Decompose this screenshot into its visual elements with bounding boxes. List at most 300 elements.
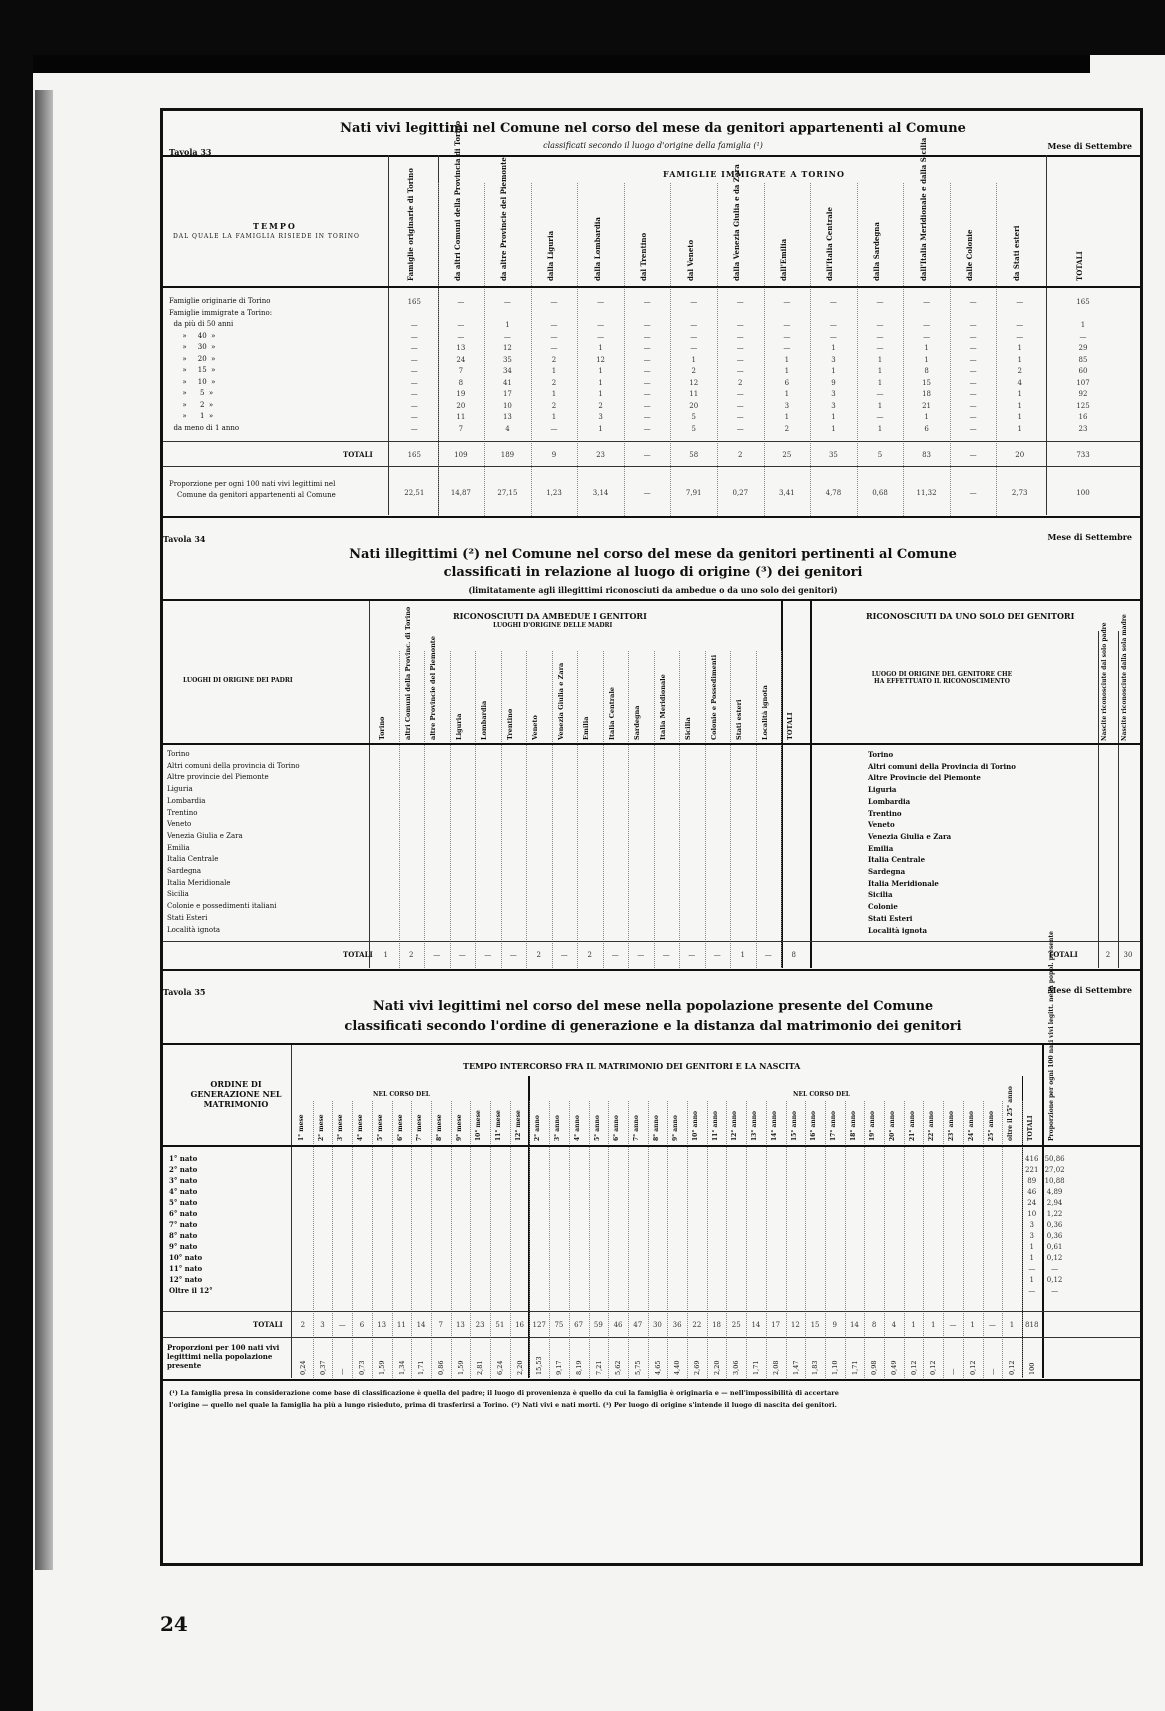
- t33-row-label: da più di 50 anni: [169, 320, 234, 328]
- t35-prop-cell: 6,24: [496, 1360, 504, 1375]
- t33-cell: 23: [1078, 424, 1088, 433]
- t33-col-header: Famiglie originarie di Torino: [406, 168, 416, 281]
- t33-subtitle: classificati secondo il luogo d'origine della famiglia (¹): [543, 141, 763, 150]
- t33-cell: 1: [877, 355, 883, 364]
- t35-totali-cell: 75: [554, 1321, 564, 1329]
- t34-col-header: Liguria: [454, 713, 463, 740]
- t34-totali-cell: —: [688, 951, 696, 959]
- t34-col-header: Stati esteri: [735, 699, 743, 740]
- t34-totali-cell: 2: [409, 951, 414, 959]
- t35-col-header: 7° mese: [416, 1114, 424, 1141]
- t33-cell: —: [550, 344, 558, 352]
- t34-padri-header: LUOGHI DI ORIGINE DEI PADRI: [183, 677, 293, 684]
- t35-row-label: 4° nato: [169, 1187, 198, 1196]
- page-number: 24: [160, 1612, 188, 1636]
- t35-row-label: 12° nato: [169, 1275, 203, 1284]
- t35-rule-head: [163, 1145, 1140, 1147]
- t33-cell: 2: [1017, 367, 1022, 375]
- t34-right-row-label: Italia Centrale: [868, 855, 926, 865]
- t34-right-row-label: Altri comuni della Provincia di Torino: [868, 761, 1016, 771]
- t35-prop-cell: —: [988, 1368, 997, 1375]
- t33-prop-cell: 3,41: [779, 489, 795, 497]
- t33-cell: 2: [551, 378, 557, 387]
- t35-totali-col-cell: 416: [1025, 1155, 1039, 1163]
- t35-prop-cell: 2,20: [515, 1360, 524, 1375]
- t33-cell: 9: [831, 378, 836, 387]
- t33-col-header: dalla Liguria: [546, 230, 555, 281]
- t34-row-label: Venezia Giulia e Zara: [167, 831, 243, 840]
- t34-row-label: Colonie e possedimenti italiani: [167, 902, 277, 911]
- t33-cell: 1: [924, 413, 929, 421]
- t33-cell: —: [643, 413, 651, 421]
- t33-cell: 1: [598, 390, 603, 398]
- t35-nel-corso-1: NEL CORSO DEL: [373, 1091, 430, 1098]
- t35-prop-cell: 100: [1027, 1362, 1036, 1375]
- t35-prop-cell: 0,24: [299, 1360, 307, 1375]
- t35-col-header: 12° anno: [731, 1110, 739, 1141]
- t35-col-header: 6° anno: [613, 1115, 621, 1141]
- t35-prop-cell: 0,12: [929, 1360, 938, 1375]
- t33-row-label: » 20 »: [169, 354, 216, 363]
- t33-cell: 2: [551, 401, 557, 410]
- t34-col-header: altri Comuni della Provinc. di Torino: [403, 606, 412, 740]
- t35-col-header: 2° mese: [317, 1114, 325, 1141]
- t33-cell: 1: [784, 390, 790, 398]
- t33-totali-label: TOTALI: [343, 450, 373, 459]
- t35-totali-cell: 14: [416, 1321, 426, 1329]
- t33-prop-cell: 14,87: [450, 489, 471, 497]
- t33-row-label: » 1 »: [169, 412, 214, 420]
- t33-col-header: dalla Sardegna: [872, 222, 881, 281]
- t35-totali-cell: 47: [633, 1321, 643, 1329]
- t33-totali-cell: 58: [689, 451, 699, 459]
- t33-cell: 1: [831, 367, 836, 375]
- t33-cell: 1: [877, 378, 883, 387]
- t34-rule-bottom: [163, 969, 1140, 971]
- t34-row-label: Lombardia: [167, 796, 206, 805]
- t33-cell: —: [783, 332, 791, 341]
- t33-cell: —: [969, 321, 977, 329]
- t33-totali-cell: 35: [828, 451, 838, 459]
- t33-cell: —: [690, 332, 698, 341]
- t33-cell: 1: [1017, 355, 1022, 364]
- t35-col-header: 6° mese: [396, 1114, 404, 1141]
- footnote-1: (¹) La famiglia presa in considerazione come base di classificazione è quella del padre; il luogo di provenienza è quello da cui la famiglia è originaria e — nell'impossibilità di accertare: [169, 1389, 839, 1397]
- t33-totali-cell: 2: [738, 451, 743, 459]
- t34-col-header: Sicilia: [684, 717, 692, 740]
- t33-cell: —: [736, 321, 744, 329]
- t35-totali-cell: 17: [771, 1321, 781, 1329]
- t34-left-sub: LUOGHI D'ORIGINE DELLE MADRI: [493, 622, 613, 629]
- t33-cell: —: [969, 367, 977, 375]
- t33-row-label: da meno di 1 anno: [169, 423, 240, 432]
- t33-col-header: da altre Provincie del Piemonte: [499, 157, 509, 281]
- t34-right-row-label: Sicilia: [868, 890, 893, 900]
- t33-cell: 11: [689, 390, 699, 398]
- t34-totali-cell: —: [611, 951, 619, 959]
- t34-row-label: Emilia: [167, 843, 190, 852]
- t35-totali-cell: 7: [438, 1321, 443, 1329]
- t34-col-rule: [730, 651, 731, 968]
- t34-right-row-label: Venezia Giulia e Zara: [868, 831, 952, 841]
- t35-totali-cell: 1: [931, 1321, 936, 1329]
- t33-cell: —: [876, 413, 884, 421]
- t35-col-header: TOTALI: [1026, 1115, 1034, 1141]
- t34-col-rule: [628, 651, 629, 968]
- t33-cell: 1: [1017, 390, 1022, 398]
- t35-prop-cell: 1,71: [752, 1360, 761, 1375]
- t35-row-label: 3° nato: [169, 1176, 198, 1185]
- t33-divider: [388, 155, 389, 515]
- t34-col-header: Emilia: [582, 716, 590, 740]
- t33-cell: —: [969, 344, 977, 352]
- t33-cell: 16: [1078, 413, 1088, 421]
- t33-cell: —: [690, 344, 698, 352]
- t33-cell: 1: [924, 344, 929, 352]
- t33-cell: 165: [1076, 298, 1090, 306]
- t33-cell: 3: [831, 401, 836, 410]
- t35-totali-cell: 59: [593, 1321, 603, 1329]
- t35-prop-col-cell: 0,12: [1046, 1276, 1063, 1284]
- t34-right-row-label: Sardegna: [868, 867, 906, 876]
- t35-totali-cell: 14: [751, 1321, 761, 1329]
- t33-cell: 85: [1078, 355, 1088, 364]
- t35-prop-cell: 0,12: [909, 1360, 918, 1375]
- t34-col-header: Italia Meridionale: [658, 674, 667, 740]
- t33-cell: 5: [691, 413, 696, 421]
- t35-prop-cell: 1,83: [811, 1360, 820, 1375]
- t33-cell: 12: [502, 344, 512, 352]
- t35-col-header: 11° anno: [711, 1110, 719, 1141]
- t33-cell: 13: [502, 413, 512, 421]
- t33-cell: —: [736, 401, 744, 410]
- t33-cell: —: [969, 355, 977, 364]
- t33-col-header: da Stati esteri: [1011, 225, 1021, 281]
- t33-cell: 18: [922, 390, 932, 398]
- t33-prop-cell: 4,78: [825, 489, 842, 497]
- t33-prop-cell: 3,14: [592, 489, 609, 497]
- page-frame: [160, 108, 1143, 1566]
- t35-prop-cell: 0,49: [890, 1360, 898, 1375]
- t35-col-header: 19° anno: [869, 1110, 877, 1141]
- t33-row-label: » 5 »: [169, 389, 214, 397]
- t35-prop-cell: 2,69: [693, 1360, 701, 1375]
- t33-cell: —: [550, 332, 558, 341]
- t33-cell: —: [643, 378, 651, 387]
- t34-totali-cell: —: [509, 951, 517, 959]
- t35-col-header: 5° mese: [376, 1114, 384, 1141]
- t35-totali-cell: 1: [911, 1321, 916, 1329]
- t33-tempo-header: TEMPO: [253, 221, 297, 231]
- t35-col-header: 9° anno: [672, 1115, 680, 1141]
- t33-cell: —: [969, 413, 977, 421]
- t34-col-rule: [603, 651, 604, 968]
- t33-cell: —: [410, 332, 418, 341]
- t33-cell: 12: [689, 378, 699, 387]
- t34-right-col-header: Nascite riconosciute dal solo padre: [1101, 622, 1108, 741]
- t33-cell: 1: [1017, 413, 1022, 421]
- t35-row-label: Oltre il 12°: [169, 1286, 213, 1295]
- t35-prop-col-cell: 10,88: [1044, 1177, 1065, 1185]
- t35-totali-cell: 11: [396, 1321, 406, 1329]
- t33-cell: —: [876, 344, 884, 352]
- t34-right-row-label: Liguria: [868, 785, 897, 795]
- t34-col-header: Trentino: [505, 708, 514, 740]
- t33-cell: 29: [1078, 344, 1088, 352]
- t33-cell: 1: [1017, 344, 1022, 352]
- t34-col-header: Sardegna: [633, 705, 641, 740]
- t35-mese: Mese di Settembre: [1047, 985, 1132, 995]
- t34-right-totali-cell: 30: [1123, 951, 1133, 959]
- t35-totali-cell: 15: [810, 1321, 820, 1329]
- t33-col-header: da altri Comuni della Provincia di Torino: [452, 120, 462, 281]
- t33-cell: 4: [505, 424, 510, 433]
- t35-prop-cell: 1,47: [791, 1360, 800, 1375]
- t35-totali-cell: 30: [652, 1321, 662, 1329]
- t33-cell: —: [410, 355, 418, 364]
- t33-totali-cell: —: [969, 451, 977, 459]
- t34-totali-cell: —: [560, 951, 568, 959]
- t35-prop-label: Proporzioni per 100 nati vivi legittimi nella popolazione presente: [167, 1343, 280, 1370]
- t34-col-rule: [756, 651, 757, 968]
- t33-totali-cell: 23: [596, 451, 606, 459]
- t34-right-row-label: Italia Meridionale: [868, 878, 939, 888]
- t33-cell: 1: [691, 355, 696, 364]
- t34-col-header: Venezia Giulia e Zara: [556, 662, 565, 740]
- t35-prop-cell: 0,37: [318, 1360, 327, 1375]
- t35-totali-cell: 25: [731, 1321, 741, 1329]
- t35-col-header: 3° mese: [337, 1114, 345, 1141]
- t34-title2: classificati in relazione al luogo di origine (³) dei genitori: [443, 565, 863, 580]
- t34-col-rule: [679, 651, 680, 968]
- t34-row-label: Stati Esteri: [167, 913, 208, 922]
- t33-rule-head: [163, 286, 1140, 288]
- t33-cell: 5: [691, 424, 696, 433]
- t34-col-header: Torino: [378, 716, 386, 740]
- t34-totali-cell: —: [433, 951, 441, 959]
- t35-totali-cell: 13: [455, 1321, 465, 1329]
- t33-cell: —: [410, 378, 418, 387]
- t33-cell: 1: [831, 413, 836, 421]
- t35-prop-col-cell: 50,86: [1044, 1155, 1065, 1163]
- t35-prop-cell: 7,21: [594, 1360, 603, 1375]
- t35-totali-cell: 36: [672, 1321, 682, 1329]
- t35-prop-cell: 9,17: [555, 1360, 564, 1375]
- t35-totali-col-cell: 24: [1027, 1199, 1037, 1207]
- t33-cell: 1: [551, 390, 557, 398]
- t35-col-header: 7° anno: [632, 1115, 640, 1141]
- t33-cell: 92: [1078, 390, 1088, 398]
- t35-divider: [291, 1045, 292, 1378]
- t35-prop-cell: 2,81: [476, 1360, 485, 1375]
- t33-cell: 13: [456, 344, 466, 352]
- t33-cell: 4: [1017, 378, 1022, 387]
- t33-cell: —: [969, 424, 977, 433]
- t33-col-header: dalle Colonie: [965, 229, 975, 281]
- t34-right-row-label: Altre Provincie del Piemonte: [868, 773, 981, 783]
- t33-cell: —: [410, 367, 418, 375]
- t33-prop-cell: 27,15: [497, 489, 518, 497]
- t33-cell: 20: [689, 401, 699, 410]
- t35-row-label: 10° nato: [169, 1253, 203, 1262]
- t33-cell: 1: [877, 424, 883, 433]
- t33-cell: 3: [598, 413, 603, 421]
- t33-cell: —: [410, 413, 418, 421]
- t33-cell: 1: [877, 367, 883, 375]
- t34-totali-cell: —: [662, 951, 670, 959]
- t35-totali-cell: 818: [1025, 1321, 1039, 1329]
- t33-totali-cell: 165: [407, 451, 421, 459]
- t35-rule-bottom: [163, 1379, 1140, 1381]
- t35-totali-cell: 12: [790, 1321, 800, 1329]
- t35-row-label: 9° nato: [169, 1242, 198, 1251]
- t34-totali-cell: —: [637, 951, 645, 959]
- t33-cell: —: [969, 378, 977, 387]
- t33-cell: —: [410, 344, 418, 352]
- t35-prop-cell: 15,53: [535, 1356, 544, 1375]
- t35-prop-col-cell: 27,02: [1044, 1166, 1065, 1174]
- t35-col-header: 21° anno: [908, 1110, 916, 1141]
- t33-cell: 2: [598, 401, 603, 410]
- t34-right-luogo: LUOGO DI ORIGINE DEL GENITORE CHE HA EFFETTUATO IL RICONOSCIMENTO: [871, 671, 1013, 685]
- t33-tempo-sub: DAL QUALE LA FAMIGLIA RISIEDE IN TORINO: [173, 233, 360, 240]
- t34-mese: Mese di Settembre: [1047, 532, 1132, 542]
- t33-cell: 107: [1076, 378, 1090, 387]
- t33-cell: —: [550, 424, 558, 433]
- t35-prop-cell: 1,71: [850, 1360, 859, 1375]
- t34-title1: Nati illegittimi (²) nel Comune nel corso del mese da genitori pertinenti al Comune: [349, 547, 957, 562]
- t35-totali-cell: 1: [970, 1321, 975, 1329]
- t35-col-header: 10° mese: [475, 1110, 483, 1141]
- t33-cell: —: [410, 390, 418, 398]
- t33-cell: —: [829, 321, 837, 329]
- t33-group-header: FAMIGLIE IMMIGRATE A TORINO: [663, 169, 845, 179]
- t35-totali-cell: 13: [377, 1321, 387, 1329]
- t35-rule-top: [163, 1043, 1140, 1045]
- t33-cell: 41: [502, 378, 512, 387]
- t35-totali-col-cell: 46: [1027, 1188, 1037, 1196]
- t33-totali-cell: 189: [500, 451, 515, 459]
- t33-row-label: Famiglie immigrate a Torino:: [169, 308, 273, 317]
- t33-cell: 6: [784, 378, 790, 387]
- t33-cell: —: [736, 355, 744, 364]
- t34-row-label: Sardegna: [167, 867, 202, 875]
- t33-divider: [1046, 155, 1047, 515]
- t33-cell: 1: [1017, 424, 1022, 433]
- t33-prop-cell: 22,51: [404, 489, 425, 497]
- t33-row-label: » 15 »: [169, 366, 216, 374]
- t34-totali-label: TOTALI: [343, 950, 373, 959]
- t33-cell: —: [736, 298, 744, 306]
- t35-col-header: 1° mese: [298, 1114, 305, 1141]
- t33-totali-cell: 5: [877, 451, 883, 459]
- t33-col-header: dalla Lombardia: [592, 217, 602, 281]
- t33-cell: —: [597, 332, 605, 341]
- t33-cell: 15: [922, 378, 932, 387]
- t33-cell: —: [550, 298, 558, 306]
- t33-totali-cell: 109: [454, 451, 468, 459]
- t33-cell: 1: [784, 367, 790, 375]
- t35-prop-cell: —: [949, 1368, 958, 1375]
- t34-col-rule: [424, 651, 425, 968]
- t35-totali-col-cell: 10: [1027, 1210, 1037, 1218]
- t35-prop-cell: 0,73: [358, 1360, 367, 1375]
- t35-totali-cell: 3: [320, 1321, 325, 1329]
- t35-prop-cell: 1,10: [830, 1360, 839, 1375]
- t34-totali-cell: 1: [383, 951, 388, 959]
- t34-totali-cell: —: [484, 951, 492, 959]
- t35-prop-cell: 1,34: [397, 1360, 406, 1375]
- t35-totali-cell: —: [949, 1321, 957, 1329]
- t33-rule-bottom: [163, 516, 1140, 518]
- t33-col-header: dall'Italia Meridionale e dalla Sicilia: [918, 137, 928, 281]
- t34-col-rule: [475, 651, 476, 968]
- t35-prop-col-cell: —: [1051, 1265, 1059, 1273]
- t34-col-header: Italia Centrale: [607, 687, 616, 740]
- t33-prop-cell: 11,32: [916, 489, 937, 497]
- t34-col-header: Lombardia: [480, 700, 488, 740]
- t33-col-header: dal Trentino: [639, 232, 649, 281]
- t33-col-header: dalla Venezia Giulia e da Zara: [732, 164, 742, 281]
- t35-totali-col-cell: 1: [1029, 1254, 1034, 1262]
- t34-col-header: Località ignota: [760, 685, 769, 740]
- t34-row-label: Altri comuni della provincia di Torino: [167, 761, 300, 770]
- t33-cell: 1: [551, 367, 557, 375]
- t33-cell: —: [410, 424, 418, 433]
- t33-prop-cell: 1,23: [546, 489, 562, 497]
- t33-rule-mid: [163, 441, 1140, 442]
- t34-row-label: Torino: [167, 750, 190, 758]
- t34-right-row-label: Località ignota: [868, 925, 927, 935]
- t33-cell: —: [736, 344, 744, 352]
- t35-totali-cell: 127: [532, 1321, 546, 1329]
- t33-cell: —: [503, 332, 511, 341]
- t35-prop-cell: 1,59: [456, 1360, 465, 1375]
- t34-totali-cell: 2: [536, 951, 541, 959]
- t33-cell: —: [783, 298, 791, 306]
- t33-title: Nati vivi legittimi nel Comune nel corso del mese da genitori appartenenti al Comune: [340, 121, 966, 136]
- t35-col-header: 10° anno: [692, 1110, 699, 1141]
- t35-prop-col-cell: 0,36: [1046, 1221, 1063, 1229]
- t35-col-header: 8° anno: [652, 1115, 660, 1141]
- t34-row-label: Altre provincie del Piemonte: [167, 773, 269, 782]
- t35-prop-cell: 0,12: [1008, 1360, 1017, 1375]
- t35-totali-col-cell: 3: [1029, 1232, 1034, 1240]
- t35-row-label: 2° nato: [169, 1165, 198, 1174]
- t35-totali-cell: 1: [1009, 1321, 1015, 1329]
- t33-cell: 2: [784, 424, 790, 433]
- t33-cell: —: [643, 424, 651, 433]
- t34-right-row-label: Lombardia: [868, 796, 911, 806]
- t35-totali-col-cell: 1: [1029, 1276, 1034, 1284]
- t34-right-totali-cell: 2: [1105, 951, 1111, 959]
- t33-col-header: dall'Italia Centrale: [825, 207, 835, 281]
- t33-cell: —: [597, 298, 605, 306]
- t35-col-header: 16° anno: [810, 1110, 818, 1141]
- t34-col-header: Colonie e Possedimenti: [709, 654, 718, 740]
- t35-totali-cell: 23: [475, 1321, 485, 1329]
- t35-totali-col-cell: —: [1028, 1265, 1036, 1273]
- t35-totali-label: TOTALI: [253, 1320, 283, 1329]
- t34-tavola: Tavola 34: [163, 534, 206, 544]
- t34-totali-cell: 2: [587, 951, 592, 959]
- t34-row-label: Italia Meridionale: [167, 878, 231, 887]
- t33-prop-cell: —: [969, 489, 977, 497]
- t33-cell: —: [969, 390, 977, 398]
- t34-right-header: RICONOSCIUTI DA UNO SOLO DEI GENITORI: [866, 611, 1075, 621]
- t33-cell: —: [783, 344, 791, 352]
- t35-row-label: 7° nato: [169, 1220, 198, 1229]
